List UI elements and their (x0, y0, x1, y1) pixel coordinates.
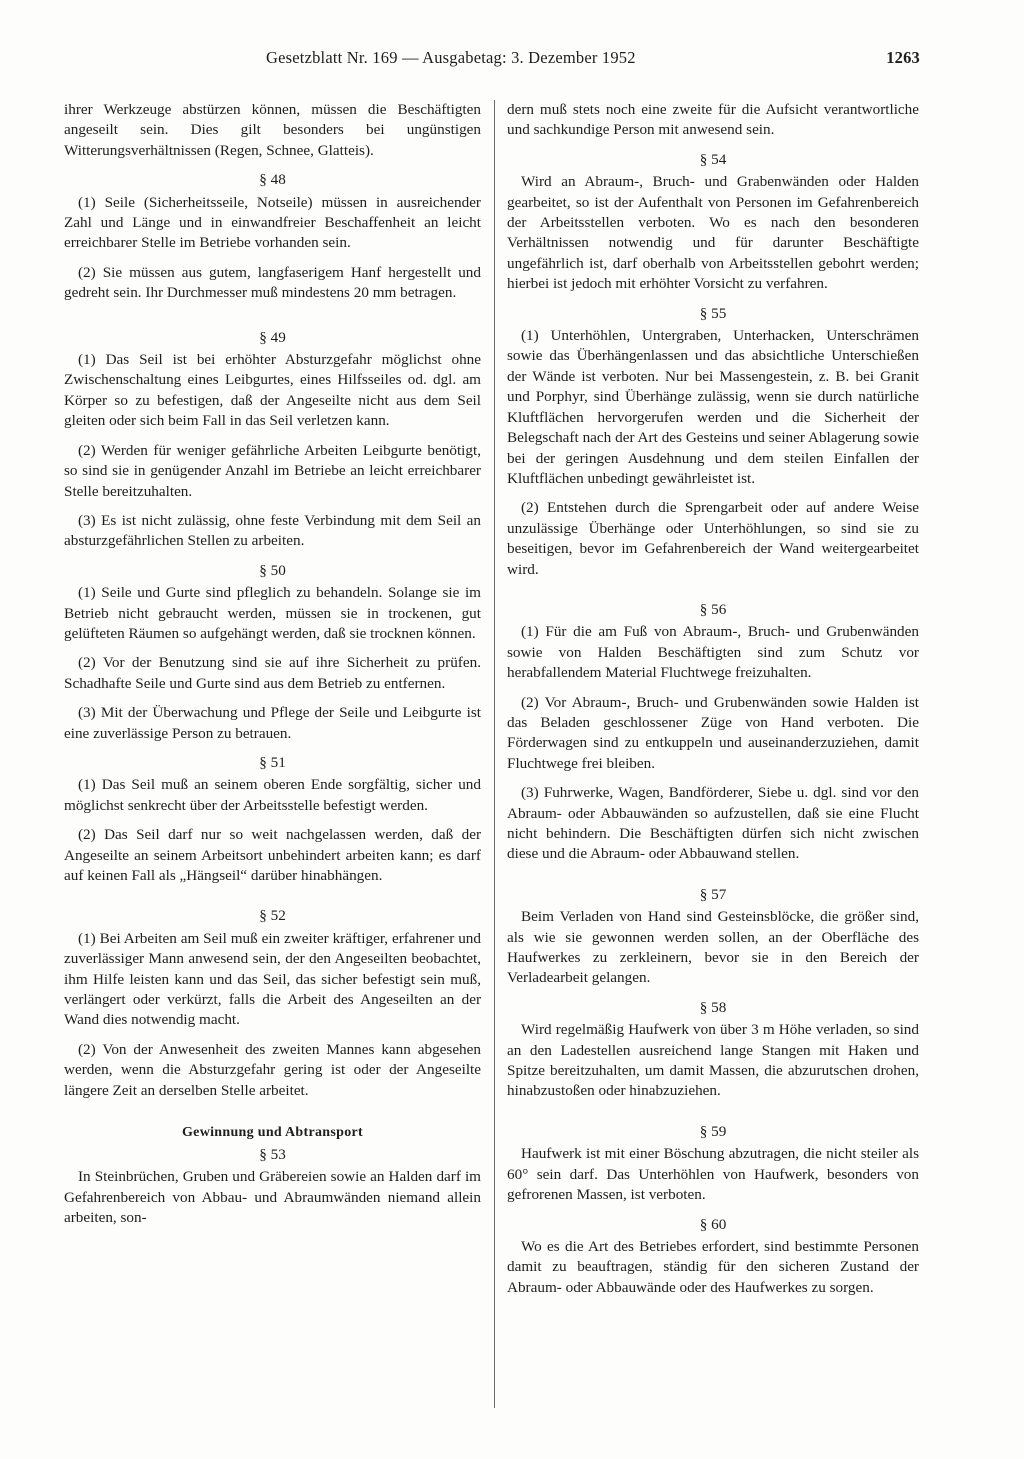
page-number: 1263 (886, 48, 920, 67)
section-heading-54: § 54 (699, 150, 727, 168)
column-divider (494, 100, 495, 1408)
paragraph-58-1: Wird regelmäßig Haufwerk von über 3 m Höhe verladen, so sind an den Ladestellen ausreichend lange Stangen mit Haken und Spitze bereitzuhalten, um damit Massen, die abzurutschen drohen, hinabzustoßen oder hinabzuziehen. (507, 1021, 919, 1100)
paragraph-51-2: (2) Das Seil darf nur so weit nachgelassen werden, daß der Angeseilte an seinem Arbeitsort unbehindert arbeiten kann; es darf auf keinen Fall als „Hängseil“ darüber hinabhängen. (64, 826, 481, 884)
section-heading-52: § 52 (259, 907, 286, 925)
section-heading-48: § 48 (259, 171, 286, 189)
paragraph-50-1: (1) Seile und Gurte sind pfleglich zu behandeln. Solange sie im Betrieb nicht gebraucht werden, müssen sie in trockenen, gut gelüfteten Räumen so aufgehängt werden, daß sie trocknen können. (64, 584, 481, 642)
section-heading-59: § 59 (699, 1122, 727, 1140)
paragraph-56-2: (2) Vor Abraum-, Bruch- und Grubenwänden sowie Halden ist das Beladen geschlossener Züge von Hand verboten. Die Förderwagen sind zu entkuppeln und auseinanderzuziehen, damit Fluchtwege frei bleiben. (507, 693, 919, 772)
header-title: Gesetzblatt Nr. 169 — Ausgabetag: 3. Dezember 1952 (266, 48, 636, 67)
paragraph-59-1: Haufwerk ist mit einer Böschung abzutragen, die nicht steiler als 60° sein darf. Das Unterhöhlen von Haufwerk, besonders von gefrorenen Massen, ist verboten. (507, 1145, 919, 1204)
paragraph-49-1: (1) Das Seil ist bei erhöhter Absturzgefahr möglichst ohne Zwischenschaltung eines Leibgurtes, eines Hilfsseiles od. dgl. am Körper so zu befestigen, daß der Angeseilte nicht aus dem Seil gleiten oder sich beim Fall in das Seil verletzen kann. (64, 351, 481, 430)
paragraph-50-2: (2) Vor der Benutzung sind sie auf ihre Sicherheit zu prüfen. Schadhafte Seile und Gurte sind aus dem Betrieb zu entfernen. (64, 654, 481, 692)
paragraph-52-1: (1) Bei Arbeiten am Seil muß ein zweiter kräftiger, erfahrener und zuverlässiger Mann anwesend sein, der den Angeseilten beobachtet, ihm Hilfe leisten kann und das Seil, das sicher befestigt sein muß, verlängert oder verkürzt, falls die Arbeit des Angeseilten an der Wand dies notwendig macht. (64, 929, 481, 1029)
section-heading-51: § 51 (259, 753, 286, 771)
paragraph-53-1: In Steinbrüchen, Gruben und Gräbereien sowie an Halden darf im Gefahrenbereich von Abbau- und Abraumwänden niemand allein arbeiten, son- (64, 1168, 481, 1227)
section-heading-56: § 56 (699, 600, 727, 618)
section-heading-50: § 50 (259, 561, 286, 579)
paragraph-50-3: (3) Mit der Überwachung und Pflege der Seile und Leibgurte ist eine zuverlässige Person zu betrauen. (64, 704, 481, 742)
section-heading-60: § 60 (699, 1215, 727, 1233)
paragraph-60-1: Wo es die Art des Betriebes erfordert, sind bestimmte Personen damit zu beauftragen, ständig für den sicheren Zustand der Abraum- oder Abbauwände oder des Haufwerkes zu sorgen. (507, 1237, 919, 1296)
paragraph-49-2: (2) Werden für weniger gefährliche Arbeiten Leibgurte benötigt, so sind sie in genügender Anzahl im Betriebe an leicht erreichbarer Stelle bereitzuhalten. (64, 441, 481, 500)
paragraph-continuation: ihrer Werkzeuge abstürzen können, müssen die Beschäftigten angeseilt sein. Dies gilt besonders bei ungünstigen Witterungsverhältnissen (Regen, Schnee, Glatteis). (64, 101, 481, 159)
paragraph-56-3: (3) Fuhrwerke, Wagen, Bandförderer, Siebe u. dgl. sind vor den Abraum- oder Abbauwänden so aufzustellen, daß sie eine Flucht nicht behindern. Die Beschäftigten dürfen sich nicht zwischen diese und die Abraum- oder Abbauwand stellen. (507, 784, 919, 863)
left-column (64, 100, 481, 1238)
paragraph-52-2: (2) Von der Anwesenheit des zweiten Mannes kann abgesehen werden, wenn die Absturzgefahr gering ist oder der Angeseilte längere Zeit an derselben Stelle arbeitet. (64, 1040, 481, 1099)
paragraph-55-1: (1) Unterhöhlen, Untergraben, Unterhacken, Unterschrämen sowie das Überhängenlassen und das absichtliche Unterschießen der Wände ist verboten. Nur bei Massengestein, z. B. bei Granit und Porphyr, sind Überhänge zulässig, wenn sie durch natürliche Kluftflächen hervorgerufen werden und die Sicherheit der Belegschaft nach der Art des Gesteins und seiner Ablagerung sowie bei der geringen Ausdehnung und dem steilen Einfallen der Kluftflächen unbedingt gewährleistet ist. (507, 327, 919, 487)
section-heading-49: § 49 (259, 328, 286, 346)
section-heading-58: § 58 (699, 998, 727, 1016)
paragraph-56-1: (1) Für die am Fuß von Abraum-, Bruch- und Grubenwänden sowie von Halden Beschäftigten sind zum Schutz vor herabfallendem Material Fluchtwege freizuhalten. (507, 623, 919, 682)
paragraph-48-1: (1) Seile (Sicherheitsseile, Notseile) müssen in ausreichender Zahl und Länge und in einwandfreier Beschaffenheit an leicht erreichbarer Stelle im Betriebe vorhanden sein. (64, 193, 481, 252)
paragraph-57-1: Beim Verladen von Hand sind Gesteinsblöcke, die größer sind, als wie sie gewonnen werden sollen, an der Oberfläche des Haufwerkes zu zerkleinern, bevor sie in den Bereich der Verladearbeit gelangen. (507, 908, 919, 987)
page-header (266, 48, 920, 72)
paragraph-continuation: dern muß stets noch eine zweite für die Aufsicht verantwortliche und sachkundige Person mit anwesend sein. (507, 101, 919, 139)
paragraph-51-1: (1) Das Seil muß an seinem oberen Ende sorgfältig, sicher und möglichst senkrecht über der Arbeitsstelle befestigt werden. (64, 776, 481, 814)
section-heading-55: § 55 (699, 304, 727, 322)
right-column (507, 100, 919, 1307)
section-heading-53: § 53 (259, 1146, 286, 1164)
paragraph-48-2: (2) Sie müssen aus gutem, langfaserigem Hanf hergestellt und gedreht sein. Ihr Durchmesser muß mindestens 20 mm betragen. (64, 263, 481, 302)
subsection-heading: Gewinnung und Abtransport (181, 1125, 363, 1141)
paragraph-55-2: (2) Entstehen durch die Sprengarbeit oder auf andere Weise unzulässige Überhänge oder Unterhöhlungen, so sind sie zu beseitigen, bevor im Gefahrenbereich der Wand weitergearbeitet wird. (507, 499, 919, 578)
section-heading-57: § 57 (699, 885, 727, 903)
paragraph-49-3: (3) Es ist nicht zulässig, ohne feste Verbindung mit dem Seil an absturzgefährlichen Stellen zu arbeiten. (64, 511, 481, 550)
paragraph-54-1: Wird an Abraum-, Bruch- und Grabenwänden oder Halden gearbeitet, so ist der Aufenthalt von Personen im Gefahrenbereich der Arbeitsstellen verboten. Wo es nach den besonderen Verhältnissen notwendig und für darunter Beschäftigte ungefährlich ist, darf oberhalb von Arbeitsstellen gebohrt werden; hierbei ist jedoch mit erhöhter Vorsicht zu verfahren. (507, 173, 919, 293)
